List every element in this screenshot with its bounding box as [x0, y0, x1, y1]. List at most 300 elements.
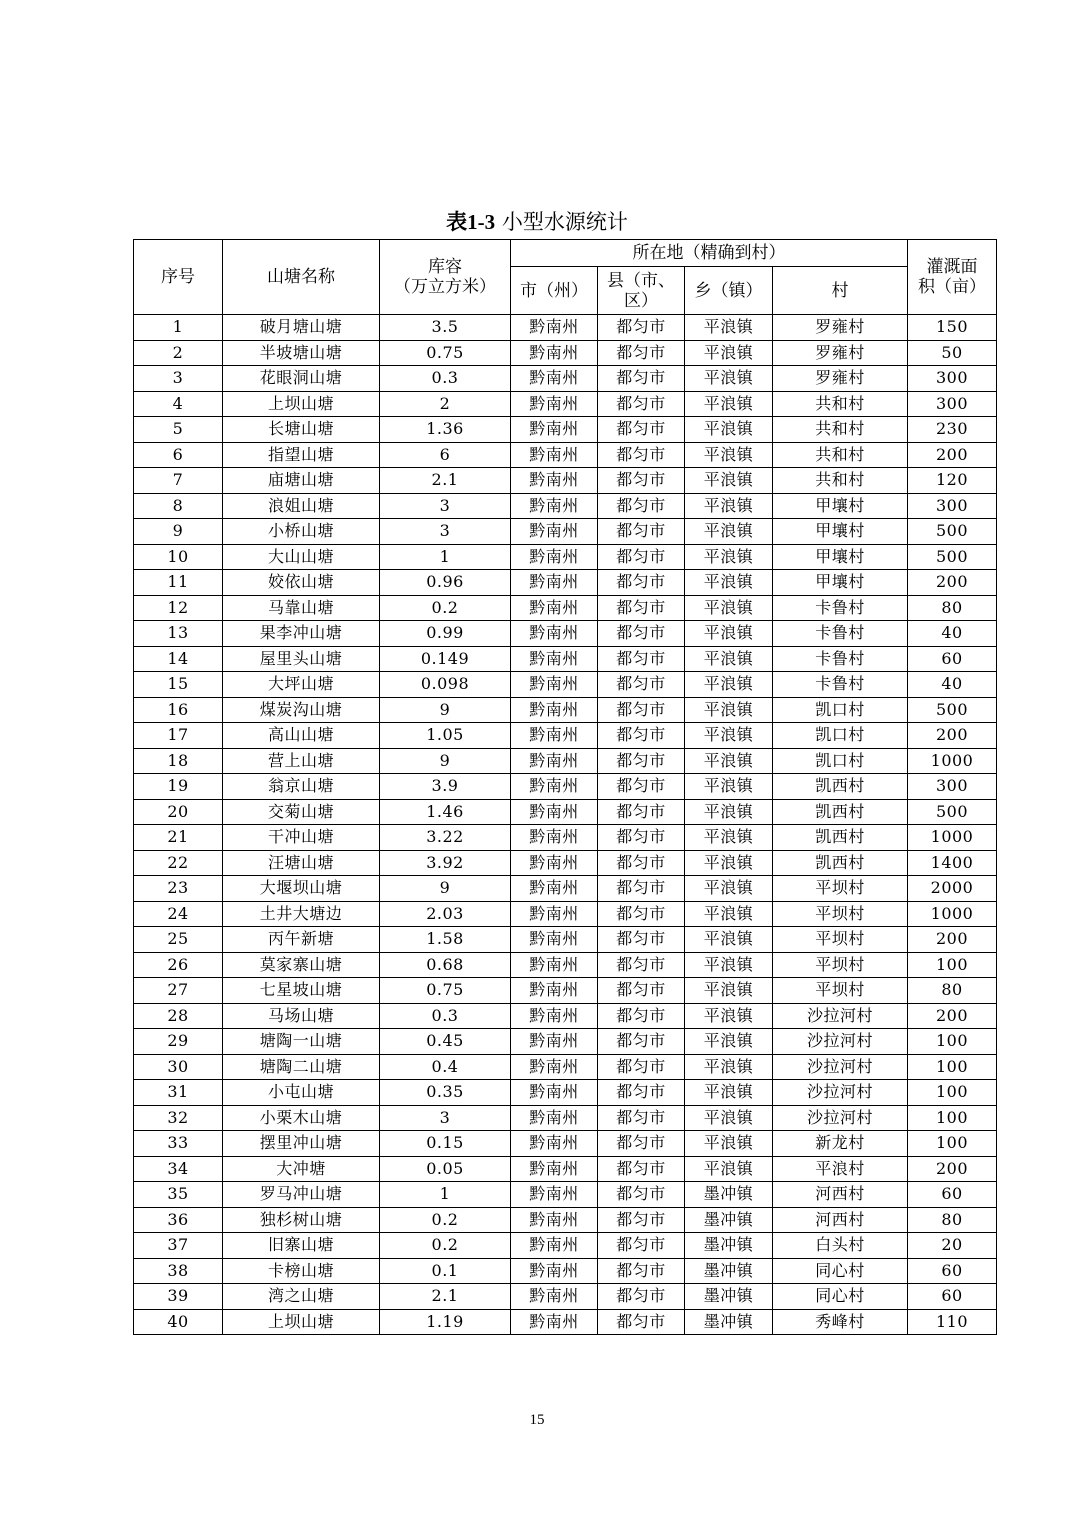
cell-village: 同心村 — [773, 1284, 908, 1310]
cell-index: 11 — [134, 570, 223, 596]
cell-name: 长塘山塘 — [223, 417, 380, 443]
cell-capacity: 0.75 — [380, 340, 511, 366]
cell-capacity: 0.35 — [380, 1080, 511, 1106]
cell-index: 10 — [134, 544, 223, 570]
cell-town: 墨冲镇 — [685, 1284, 773, 1310]
cell-city: 黔南州 — [511, 340, 598, 366]
cell-index: 4 — [134, 391, 223, 417]
table-row — [134, 952, 997, 978]
cell-village: 甲壤村 — [773, 493, 908, 519]
table-row — [134, 1207, 997, 1233]
cell-name: 大冲塘 — [223, 1156, 380, 1182]
cell-county: 都匀市 — [598, 544, 685, 570]
cell-index: 32 — [134, 1105, 223, 1131]
table-row — [134, 468, 997, 494]
cell-area: 500 — [908, 519, 997, 545]
cell-town: 平浪镇 — [685, 621, 773, 647]
cell-area: 100 — [908, 1105, 997, 1131]
cell-capacity: 0.45 — [380, 1029, 511, 1055]
table-row — [134, 493, 997, 519]
cell-name: 马靠山塘 — [223, 595, 380, 621]
cell-city: 黔南州 — [511, 366, 598, 392]
water-source-table — [133, 239, 997, 1335]
cell-town: 平浪镇 — [685, 1131, 773, 1157]
cell-area: 60 — [908, 1258, 997, 1284]
cell-index: 13 — [134, 621, 223, 647]
cell-city: 黔南州 — [511, 595, 598, 621]
cell-village: 凯西村 — [773, 799, 908, 825]
cell-county: 都匀市 — [598, 1182, 685, 1208]
cell-name: 小桥山塘 — [223, 519, 380, 545]
cell-county: 都匀市 — [598, 519, 685, 545]
cell-city: 黔南州 — [511, 417, 598, 443]
table-row — [134, 340, 997, 366]
cell-area: 500 — [908, 697, 997, 723]
cell-area: 40 — [908, 672, 997, 698]
cell-village: 平坝村 — [773, 927, 908, 953]
cell-county: 都匀市 — [598, 1207, 685, 1233]
cell-capacity: 3 — [380, 493, 511, 519]
cell-index: 37 — [134, 1233, 223, 1259]
cell-county: 都匀市 — [598, 1131, 685, 1157]
cell-capacity: 1.36 — [380, 417, 511, 443]
cell-capacity: 9 — [380, 876, 511, 902]
table-row — [134, 1003, 997, 1029]
cell-county: 都匀市 — [598, 1080, 685, 1106]
cell-city: 黔南州 — [511, 570, 598, 596]
cell-index: 2 — [134, 340, 223, 366]
cell-name: 旧寨山塘 — [223, 1233, 380, 1259]
cell-name: 马场山塘 — [223, 1003, 380, 1029]
cell-area: 80 — [908, 595, 997, 621]
cell-village: 沙拉河村 — [773, 1054, 908, 1080]
cell-name: 姣依山塘 — [223, 570, 380, 596]
cell-area: 150 — [908, 315, 997, 341]
cell-capacity: 0.3 — [380, 1003, 511, 1029]
cell-name: 庙塘山塘 — [223, 468, 380, 494]
cell-county: 都匀市 — [598, 1105, 685, 1131]
table-row — [134, 1131, 997, 1157]
cell-village: 共和村 — [773, 391, 908, 417]
cell-area: 300 — [908, 366, 997, 392]
cell-name: 大堰坝山塘 — [223, 876, 380, 902]
cell-capacity: 1.19 — [380, 1309, 511, 1335]
cell-town: 平浪镇 — [685, 1156, 773, 1182]
cell-index: 39 — [134, 1284, 223, 1310]
cell-capacity: 1 — [380, 1182, 511, 1208]
cell-village: 卡鲁村 — [773, 595, 908, 621]
cell-county: 都匀市 — [598, 1156, 685, 1182]
cell-index: 31 — [134, 1080, 223, 1106]
cell-county: 都匀市 — [598, 1003, 685, 1029]
header-village: 村 — [773, 267, 908, 315]
cell-area: 200 — [908, 1156, 997, 1182]
cell-capacity: 2.03 — [380, 901, 511, 927]
cell-index: 20 — [134, 799, 223, 825]
cell-village: 沙拉河村 — [773, 1105, 908, 1131]
cell-city: 黔南州 — [511, 1284, 598, 1310]
cell-area: 100 — [908, 952, 997, 978]
cell-capacity: 0.99 — [380, 621, 511, 647]
cell-index: 34 — [134, 1156, 223, 1182]
cell-city: 黔南州 — [511, 391, 598, 417]
cell-county: 都匀市 — [598, 391, 685, 417]
cell-town: 平浪镇 — [685, 799, 773, 825]
cell-city: 黔南州 — [511, 544, 598, 570]
table-row — [134, 1284, 997, 1310]
cell-name: 小屯山塘 — [223, 1080, 380, 1106]
table-row — [134, 391, 997, 417]
cell-capacity: 1 — [380, 544, 511, 570]
cell-county: 都匀市 — [598, 978, 685, 1004]
cell-town: 平浪镇 — [685, 723, 773, 749]
cell-town: 墨冲镇 — [685, 1309, 773, 1335]
header-area-line1: 灌溉面 — [926, 257, 978, 277]
cell-area: 300 — [908, 774, 997, 800]
table-row — [134, 1258, 997, 1284]
cell-capacity: 3.5 — [380, 315, 511, 341]
table-row — [134, 646, 997, 672]
table-row — [134, 1182, 997, 1208]
cell-name: 上坝山塘 — [223, 391, 380, 417]
cell-village: 凯西村 — [773, 774, 908, 800]
cell-county: 都匀市 — [598, 315, 685, 341]
cell-index: 22 — [134, 850, 223, 876]
cell-village: 罗雍村 — [773, 315, 908, 341]
cell-village: 白头村 — [773, 1233, 908, 1259]
cell-name: 小栗木山塘 — [223, 1105, 380, 1131]
cell-index: 17 — [134, 723, 223, 749]
cell-name: 土井大塘边 — [223, 901, 380, 927]
cell-area: 200 — [908, 442, 997, 468]
cell-index: 16 — [134, 697, 223, 723]
cell-city: 黔南州 — [511, 1029, 598, 1055]
cell-county: 都匀市 — [598, 366, 685, 392]
cell-name: 大山山塘 — [223, 544, 380, 570]
cell-city: 黔南州 — [511, 1080, 598, 1106]
cell-capacity: 0.05 — [380, 1156, 511, 1182]
cell-county: 都匀市 — [598, 340, 685, 366]
cell-name: 交菊山塘 — [223, 799, 380, 825]
cell-city: 黔南州 — [511, 1258, 598, 1284]
cell-name: 汪塘山塘 — [223, 850, 380, 876]
cell-county: 都匀市 — [598, 774, 685, 800]
cell-name: 莫家寨山塘 — [223, 952, 380, 978]
cell-name: 大坪山塘 — [223, 672, 380, 698]
table-row — [134, 1080, 997, 1106]
cell-town: 平浪镇 — [685, 519, 773, 545]
header-area — [908, 240, 997, 315]
cell-city: 黔南州 — [511, 1233, 598, 1259]
cell-index: 28 — [134, 1003, 223, 1029]
table-row — [134, 315, 997, 341]
cell-area: 1000 — [908, 825, 997, 851]
cell-area: 300 — [908, 391, 997, 417]
cell-city: 黔南州 — [511, 1105, 598, 1131]
cell-town: 平浪镇 — [685, 442, 773, 468]
cell-city: 黔南州 — [511, 672, 598, 698]
cell-town: 平浪镇 — [685, 315, 773, 341]
cell-town: 平浪镇 — [685, 748, 773, 774]
cell-capacity: 0.2 — [380, 595, 511, 621]
cell-name: 塘陶一山塘 — [223, 1029, 380, 1055]
table-row — [134, 1233, 997, 1259]
cell-index: 1 — [134, 315, 223, 341]
cell-county: 都匀市 — [598, 825, 685, 851]
cell-town: 平浪镇 — [685, 646, 773, 672]
cell-name: 花眼洞山塘 — [223, 366, 380, 392]
cell-capacity: 3 — [380, 519, 511, 545]
cell-capacity: 2.1 — [380, 468, 511, 494]
table-number: 表1-3 — [446, 210, 496, 234]
cell-town: 平浪镇 — [685, 927, 773, 953]
cell-name: 营上山塘 — [223, 748, 380, 774]
cell-town: 平浪镇 — [685, 366, 773, 392]
table-row — [134, 442, 997, 468]
cell-county: 都匀市 — [598, 799, 685, 825]
cell-village: 平坝村 — [773, 978, 908, 1004]
cell-name: 独杉树山塘 — [223, 1207, 380, 1233]
cell-city: 黔南州 — [511, 876, 598, 902]
cell-index: 3 — [134, 366, 223, 392]
cell-area: 100 — [908, 1054, 997, 1080]
cell-name: 摆里冲山塘 — [223, 1131, 380, 1157]
cell-county: 都匀市 — [598, 901, 685, 927]
cell-index: 9 — [134, 519, 223, 545]
cell-index: 29 — [134, 1029, 223, 1055]
cell-village: 甲壤村 — [773, 544, 908, 570]
cell-name: 卡榜山塘 — [223, 1258, 380, 1284]
cell-name: 煤炭沟山塘 — [223, 697, 380, 723]
cell-town: 平浪镇 — [685, 1054, 773, 1080]
cell-town: 平浪镇 — [685, 850, 773, 876]
cell-village: 共和村 — [773, 442, 908, 468]
cell-village: 新龙村 — [773, 1131, 908, 1157]
cell-village: 卡鲁村 — [773, 621, 908, 647]
cell-capacity: 0.098 — [380, 672, 511, 698]
cell-index: 27 — [134, 978, 223, 1004]
cell-city: 黔南州 — [511, 825, 598, 851]
cell-capacity: 2 — [380, 391, 511, 417]
cell-town: 平浪镇 — [685, 1080, 773, 1106]
cell-name: 干冲山塘 — [223, 825, 380, 851]
cell-index: 23 — [134, 876, 223, 902]
cell-capacity: 1.58 — [380, 927, 511, 953]
cell-town: 平浪镇 — [685, 672, 773, 698]
table-row — [134, 876, 997, 902]
cell-village: 卡鲁村 — [773, 646, 908, 672]
cell-town: 墨冲镇 — [685, 1258, 773, 1284]
cell-town: 平浪镇 — [685, 1029, 773, 1055]
cell-city: 黔南州 — [511, 646, 598, 672]
cell-area: 20 — [908, 1233, 997, 1259]
table-row — [134, 366, 997, 392]
table-row — [134, 1156, 997, 1182]
cell-area: 60 — [908, 1182, 997, 1208]
header-name: 山塘名称 — [223, 240, 380, 315]
cell-name: 翁京山塘 — [223, 774, 380, 800]
cell-county: 都匀市 — [598, 952, 685, 978]
cell-city: 黔南州 — [511, 1207, 598, 1233]
cell-village: 沙拉河村 — [773, 1080, 908, 1106]
cell-index: 25 — [134, 927, 223, 953]
cell-area: 200 — [908, 927, 997, 953]
header-capacity-line1: 库容 — [428, 257, 462, 277]
cell-county: 都匀市 — [598, 468, 685, 494]
cell-index: 26 — [134, 952, 223, 978]
table-body — [134, 315, 997, 1335]
header-capacity-line2: （万立方米） — [394, 277, 496, 297]
cell-village: 罗雍村 — [773, 366, 908, 392]
cell-county: 都匀市 — [598, 646, 685, 672]
table-row — [134, 621, 997, 647]
cell-village: 共和村 — [773, 417, 908, 443]
cell-area: 230 — [908, 417, 997, 443]
cell-name: 塘陶二山塘 — [223, 1054, 380, 1080]
page-number: 15 — [529, 1412, 545, 1428]
cell-town: 平浪镇 — [685, 391, 773, 417]
table-row — [134, 697, 997, 723]
cell-index: 33 — [134, 1131, 223, 1157]
cell-town: 墨冲镇 — [685, 1182, 773, 1208]
cell-area: 200 — [908, 570, 997, 596]
cell-name: 上坝山塘 — [223, 1309, 380, 1335]
cell-name: 丙午新塘 — [223, 927, 380, 953]
cell-area: 60 — [908, 1284, 997, 1310]
cell-city: 黔南州 — [511, 442, 598, 468]
cell-village: 凯口村 — [773, 723, 908, 749]
cell-area: 110 — [908, 1309, 997, 1335]
cell-area: 1000 — [908, 901, 997, 927]
cell-city: 黔南州 — [511, 621, 598, 647]
cell-town: 平浪镇 — [685, 697, 773, 723]
cell-town: 平浪镇 — [685, 340, 773, 366]
cell-city: 黔南州 — [511, 901, 598, 927]
cell-city: 黔南州 — [511, 978, 598, 1004]
cell-city: 黔南州 — [511, 774, 598, 800]
cell-capacity: 6 — [380, 442, 511, 468]
cell-village: 平浪村 — [773, 1156, 908, 1182]
cell-county: 都匀市 — [598, 1258, 685, 1284]
cell-city: 黔南州 — [511, 927, 598, 953]
cell-town: 平浪镇 — [685, 978, 773, 1004]
table-row — [134, 799, 997, 825]
cell-town: 平浪镇 — [685, 876, 773, 902]
table-row — [134, 850, 997, 876]
cell-capacity: 0.2 — [380, 1207, 511, 1233]
cell-name: 湾之山塘 — [223, 1284, 380, 1310]
cell-city: 黔南州 — [511, 1131, 598, 1157]
cell-area: 100 — [908, 1131, 997, 1157]
cell-town: 平浪镇 — [685, 774, 773, 800]
table-row — [134, 774, 997, 800]
cell-area: 80 — [908, 978, 997, 1004]
cell-area: 100 — [908, 1029, 997, 1055]
cell-name: 破月塘山塘 — [223, 315, 380, 341]
cell-area: 1400 — [908, 850, 997, 876]
cell-county: 都匀市 — [598, 927, 685, 953]
header-area-line2: 积（亩） — [918, 277, 986, 297]
cell-town: 墨冲镇 — [685, 1233, 773, 1259]
cell-county: 都匀市 — [598, 570, 685, 596]
table-row — [134, 927, 997, 953]
cell-county: 都匀市 — [598, 697, 685, 723]
cell-county: 都匀市 — [598, 1309, 685, 1335]
table-row — [134, 825, 997, 851]
cell-town: 平浪镇 — [685, 417, 773, 443]
header-capacity — [380, 240, 511, 315]
cell-area: 80 — [908, 1207, 997, 1233]
cell-county: 都匀市 — [598, 723, 685, 749]
cell-city: 黔南州 — [511, 723, 598, 749]
table-row — [134, 519, 997, 545]
cell-village: 河西村 — [773, 1182, 908, 1208]
cell-area: 60 — [908, 646, 997, 672]
cell-town: 平浪镇 — [685, 493, 773, 519]
cell-capacity: 3 — [380, 1105, 511, 1131]
cell-index: 35 — [134, 1182, 223, 1208]
cell-capacity: 0.4 — [380, 1054, 511, 1080]
cell-area: 200 — [908, 1003, 997, 1029]
table-title: 小型水源统计 — [501, 210, 628, 234]
header-index: 序号 — [134, 240, 223, 315]
cell-village: 沙拉河村 — [773, 1029, 908, 1055]
cell-capacity: 0.96 — [380, 570, 511, 596]
cell-county: 都匀市 — [598, 595, 685, 621]
header-county: 县（市、区） — [598, 267, 685, 315]
cell-area: 200 — [908, 723, 997, 749]
table-row — [134, 544, 997, 570]
cell-city: 黔南州 — [511, 1182, 598, 1208]
cell-index: 14 — [134, 646, 223, 672]
cell-town: 平浪镇 — [685, 825, 773, 851]
cell-village: 凯西村 — [773, 825, 908, 851]
cell-index: 24 — [134, 901, 223, 927]
table-row — [134, 417, 997, 443]
cell-village: 凯口村 — [773, 697, 908, 723]
cell-index: 21 — [134, 825, 223, 851]
cell-village: 秀峰村 — [773, 1309, 908, 1335]
cell-city: 黔南州 — [511, 468, 598, 494]
cell-city: 黔南州 — [511, 315, 598, 341]
cell-capacity: 3.22 — [380, 825, 511, 851]
table-row — [134, 1054, 997, 1080]
cell-city: 黔南州 — [511, 850, 598, 876]
cell-name: 罗马冲山塘 — [223, 1182, 380, 1208]
cell-village: 凯口村 — [773, 748, 908, 774]
cell-capacity: 9 — [380, 748, 511, 774]
cell-village: 同心村 — [773, 1258, 908, 1284]
cell-area: 500 — [908, 799, 997, 825]
cell-county: 都匀市 — [598, 1284, 685, 1310]
table-row — [134, 570, 997, 596]
header-city: 市（州） — [511, 267, 598, 315]
cell-area: 50 — [908, 340, 997, 366]
table-row — [134, 748, 997, 774]
cell-county: 都匀市 — [598, 748, 685, 774]
table-row — [134, 723, 997, 749]
cell-village: 凯西村 — [773, 850, 908, 876]
cell-name: 果李冲山塘 — [223, 621, 380, 647]
cell-index: 6 — [134, 442, 223, 468]
cell-county: 都匀市 — [598, 1233, 685, 1259]
cell-area: 40 — [908, 621, 997, 647]
cell-index: 7 — [134, 468, 223, 494]
cell-index: 19 — [134, 774, 223, 800]
cell-area: 300 — [908, 493, 997, 519]
header-location: 所在地（精确到村） — [511, 240, 908, 267]
header-town: 乡（镇） — [685, 267, 773, 315]
